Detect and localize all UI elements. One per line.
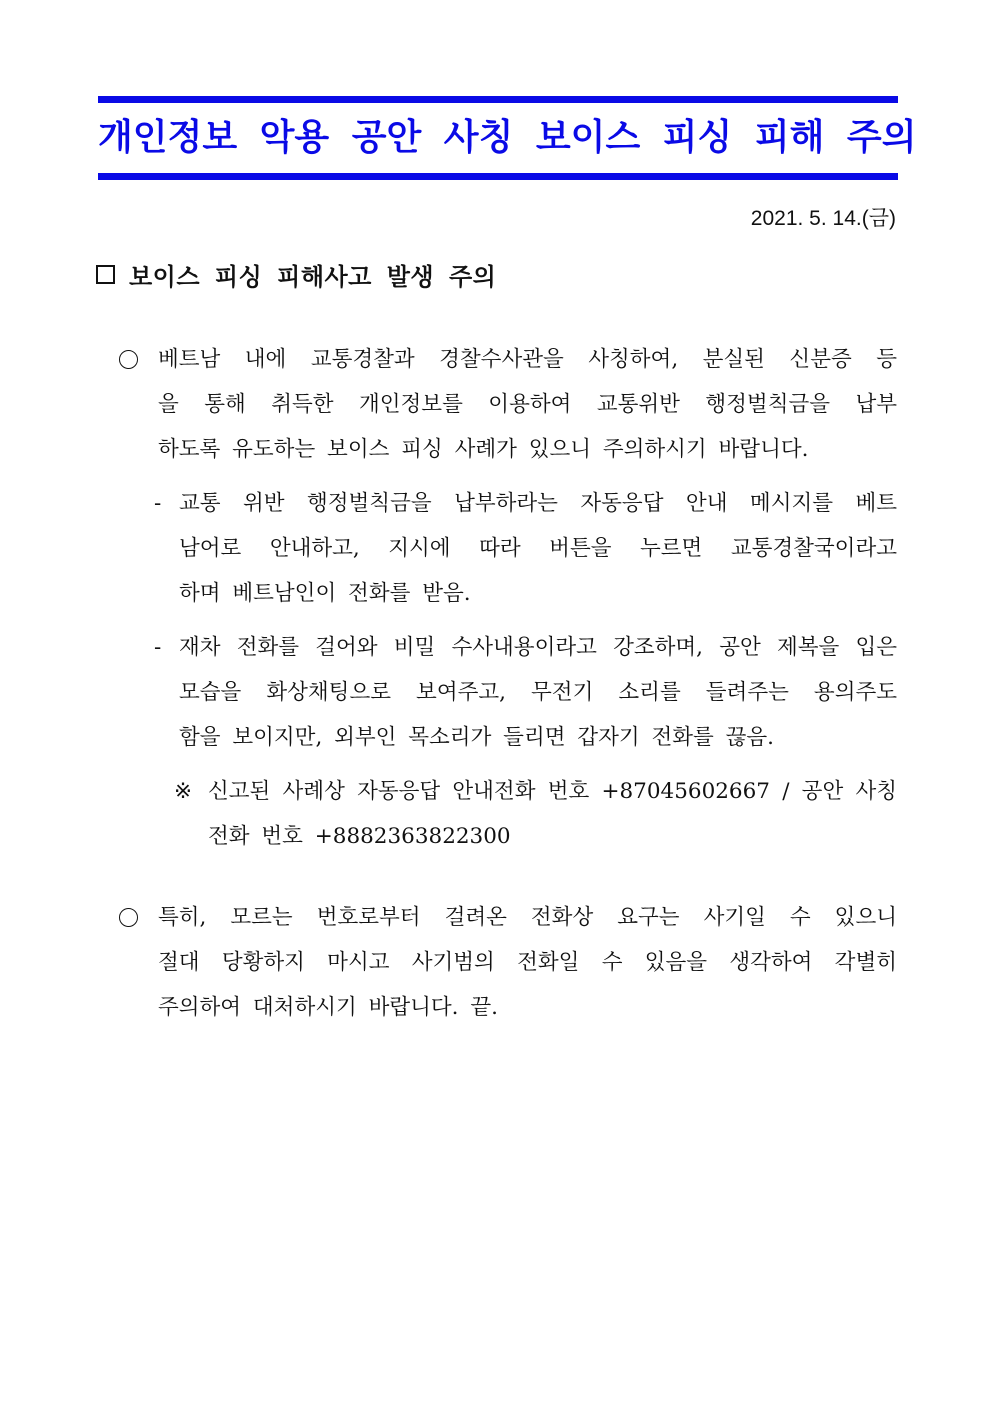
reference-note	[208, 769, 897, 859]
square-bullet-icon	[96, 265, 115, 284]
title-rule-bottom	[98, 173, 898, 180]
paragraph-line: 함을 보이지만, 외부인 목소리가 들리면 갑자기 전화를 끊음.	[179, 725, 774, 750]
title-rule-top	[98, 96, 898, 103]
section-heading-text: 보이스 피싱 피해사고 발생 주의	[129, 261, 497, 291]
paragraph-line: 남어로 안내하고, 지시에 따라 버튼을 누르면 교통경찰국이라고	[179, 536, 897, 561]
paragraph-line: 재차 전화를 걸어와 비밀 수사내용이라고 강조하며, 공안 제복을 입은	[179, 635, 897, 660]
paragraph-line: 모습을 화상채팅으로 보여주고, 무전기 소리를 들려주는 용의주도	[179, 680, 897, 705]
title-box	[98, 96, 917, 180]
sub-paragraph-1	[179, 481, 897, 616]
document-date: 2021. 5. 14.(금)	[750, 207, 896, 230]
paragraph-line: 전화 번호 +8882363822300	[208, 824, 511, 849]
document-title: 개인정보 악용 공안 사칭 보이스 피싱 피해 주의	[98, 117, 917, 158]
dash-marker: -	[154, 635, 162, 660]
paragraph-line: 신고된 사례상 자동응답 안내전화 번호 +87045602667 / 공안 사칭	[208, 779, 897, 804]
paragraph-line: 특히, 모르는 번호로부터 걸려온 전화상 요구는 사기일 수 있으니	[158, 905, 897, 930]
bullet-paragraph-1	[158, 337, 897, 472]
paragraph-line: 교통 위반 행정벌칙금을 납부하라는 자동응답 안내 메시지를 베트	[179, 491, 897, 516]
paragraph-line: 주의하여 대처하시기 바랍니다. 끝.	[158, 995, 498, 1020]
circle-bullet-icon	[119, 908, 138, 927]
paragraph-line: 하며 베트남인이 전화를 받음.	[179, 581, 471, 606]
bullet-paragraph-2	[158, 895, 897, 1030]
sub-paragraph-2	[179, 625, 897, 760]
paragraph-line: 하도록 유도하는 보이스 피싱 사례가 있으니 주의하시기 바랍니다.	[158, 437, 809, 462]
paragraph-line: 을 통해 취득한 개인정보를 이용하여 교통위반 행정벌칙금을 납부	[158, 392, 897, 417]
dash-marker: -	[154, 491, 162, 516]
reference-mark-icon: ※	[174, 779, 193, 804]
paragraph-line: 베트남 내에 교통경찰과 경찰수사관을 사칭하여, 분실된 신분증 등	[158, 347, 897, 372]
paragraph-line: 절대 당황하지 마시고 사기범의 전화일 수 있음을 생각하여 각별히	[158, 950, 897, 975]
section-heading	[96, 258, 496, 290]
circle-bullet-icon	[119, 350, 138, 369]
